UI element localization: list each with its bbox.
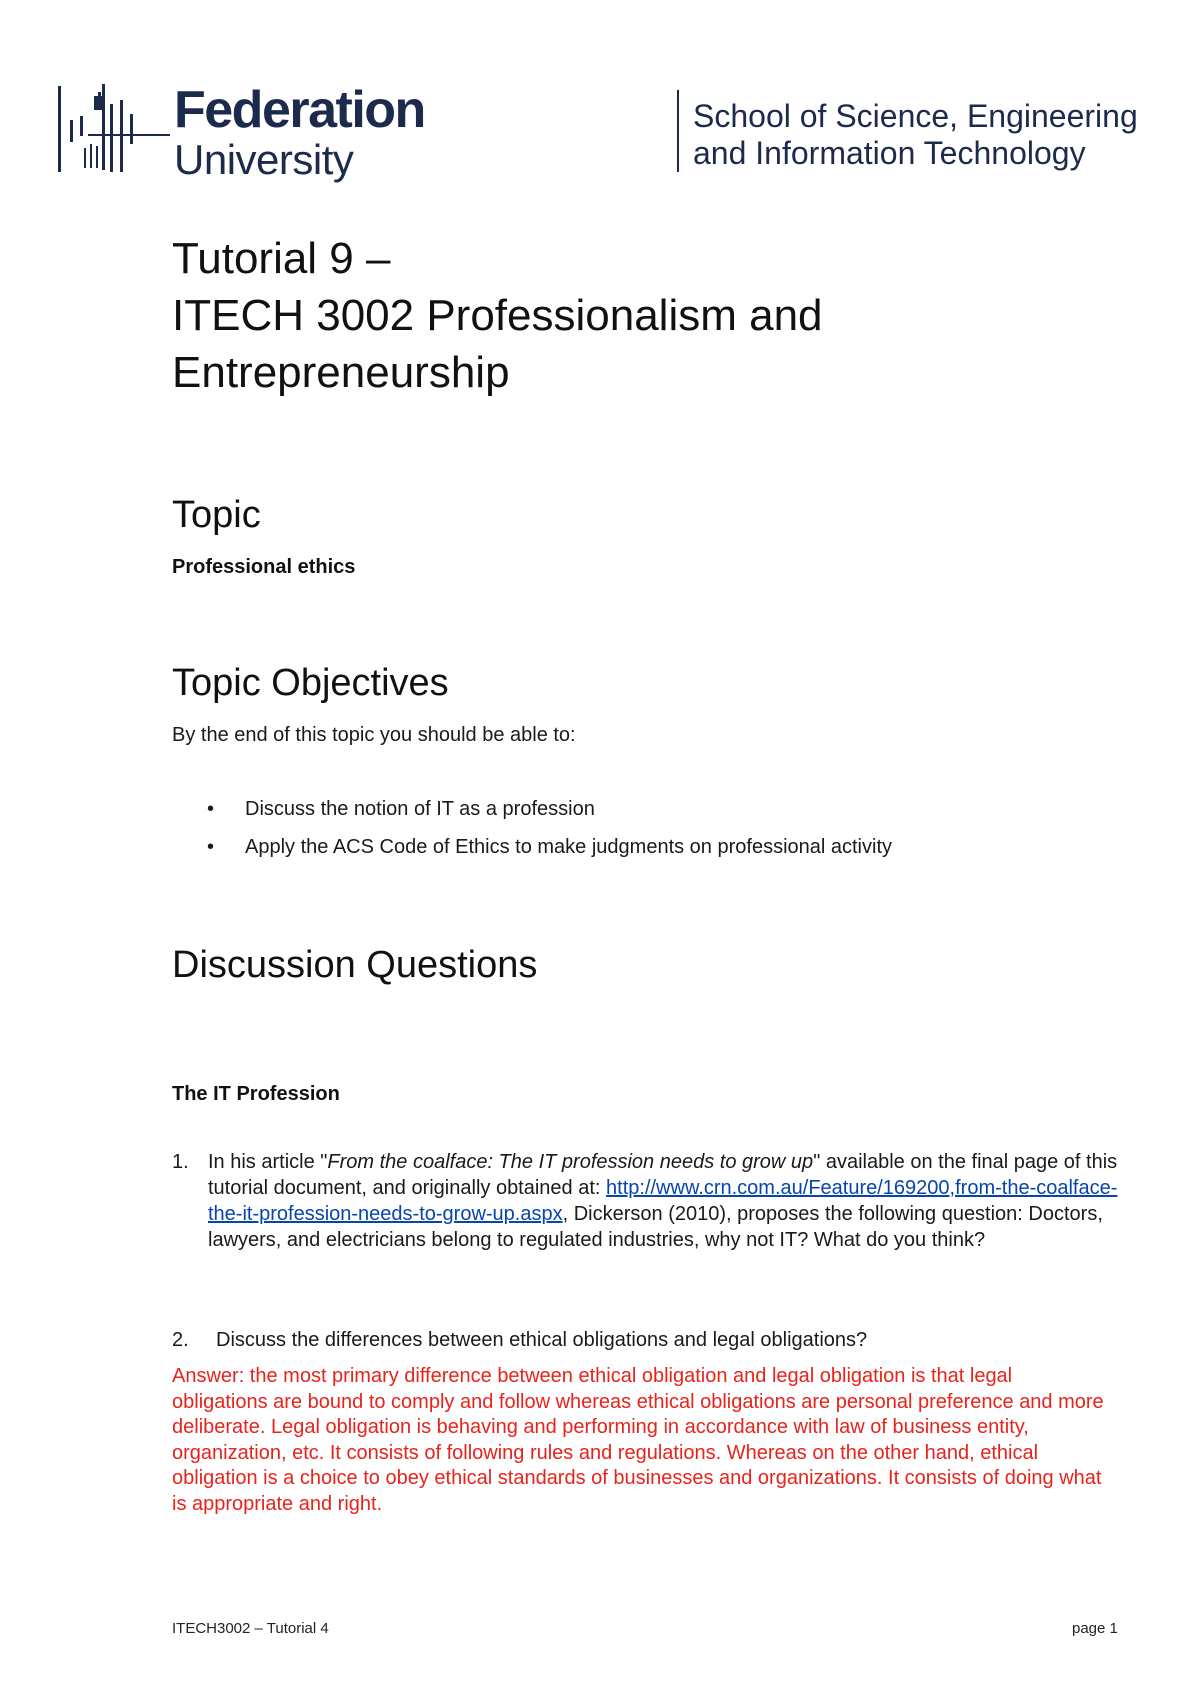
university-name-line2: University [174,136,354,183]
school-name-line2: and Information Technology [693,135,1086,171]
question-1 [172,1149,1133,1253]
university-name [174,81,425,183]
document-title [172,230,823,401]
article-link[interactable]: http://www.crn.com.au/Feature/169200,from-the-coalface-the-it-profession-needs-to-grow-up.aspx [208,1177,1118,1225]
school-name [693,98,1138,172]
university-name-line1: Federation [174,81,425,139]
topic-value: Professional ethics [172,556,356,578]
question-text: Discuss the differences between ethical obligations and legal obligations? [216,1329,868,1351]
question-number: 2. [172,1329,189,1351]
objectives-list [205,796,892,872]
title-line3: Entrepreneurship [172,348,510,397]
question-text: In his article "From the coalface: The IT profession needs to grow up" available on the final page of this tutorial document, and originally obtained at: http://www.crn.com.au/Feature/169200,from-the-coalface-the-it-profession-needs-to-grow-up.aspx, Dickerson (2010), proposes the following question: Doctors, lawyers, and electricians belong to regulated industries, why not IT? What do you think? [208,1151,1118,1251]
discussion-subheading: The IT Profession [172,1083,340,1105]
bullet-icon: • [207,798,215,820]
objectives-intro: By the end of this topic you should be able to: [172,724,576,746]
question-number: 1. [172,1151,189,1173]
article-title: From the coalface: The IT profession needs to grow up [327,1151,814,1173]
footer-course: ITECH3002 – Tutorial 4 [172,1620,329,1637]
footer-page-number: page 1 [1072,1620,1118,1637]
topic-heading: Topic [172,494,261,536]
answer-text: Answer: the most primary difference between ethical obligation and legal obligation is that legal obligations are bound to comply and follow whereas ethical obligations are personal preference and more deliberate. Legal obligation is behaving and performing in accordance with law of business entity, organization, etc. It consists of following rules and regulations. Whereas on the other hand, ethical obligation is a choice to obey ethical standards of businesses and organizations. It consists of doing what is appropriate and right. [172,1365,1104,1515]
objectives-heading: Topic Objectives [172,662,449,704]
bullet-icon: • [207,836,215,858]
question-2 [172,1327,1141,1353]
discussion-heading: Discussion Questions [172,944,538,986]
list-item: • Apply the ACS Code of Ethics to make judgments on professional activity [207,836,893,858]
header-divider [677,90,679,172]
federation-university-logo-icon [58,84,170,180]
title-line1: Tutorial 9 – [172,234,391,283]
title-line2: ITECH 3002 Professionalism and [172,291,823,340]
school-name-line1: School of Science, Engineering [693,98,1138,134]
list-item: • Discuss the notion of IT as a profession [207,798,595,820]
